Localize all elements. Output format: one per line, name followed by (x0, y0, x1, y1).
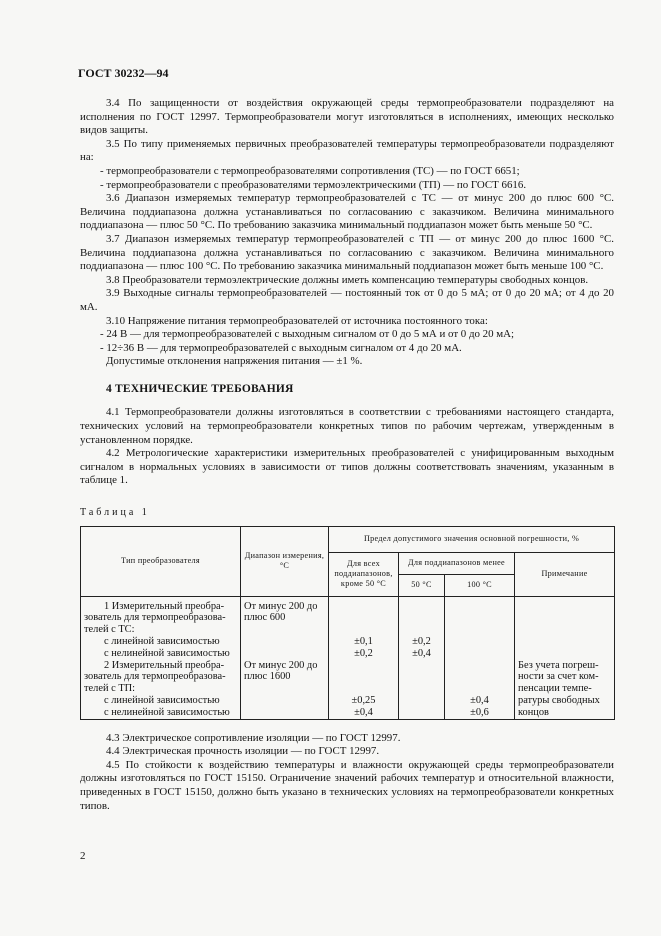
page-number: 2 (80, 850, 86, 862)
header-all-subranges: Для всех поддиапазонов, кроме 50 °С (329, 552, 399, 596)
paragraph: 3.5 По типу применяемых первичных преобразователей температуры термопреобразователи подразделяют на: (80, 137, 614, 164)
table-1 (80, 526, 615, 720)
table-row (81, 596, 615, 719)
list-item: - 24 В — для термопреобразователей с выходным сигналом от 0 до 5 мА и от 0 до 20 мА; (80, 328, 614, 342)
paragraph: 3.7 Диапазон измеряемых температур термопреобразователей с ТП — от минус 200 до плюс 1600 °С. Величина поддиапазона должна устанавливаться по согласованию с заказчиком. Величина минимального поддиапазона — плюс 100 °С. По требованию заказчика минимальный поддиапазон может быть меньше 100 °С. (80, 232, 614, 273)
cell-all-subranges: ±0,1 ±0,2 ±0,25 ±0,4 (329, 596, 399, 719)
list-item: - 12÷36 В — для термопреобразователей с выходным сигналом от 4 до 20 мА. (80, 342, 614, 356)
paragraph: 3.9 Выходные сигналы термопреобразователей — постоянный ток от 0 до 5 мА; от 0 до 20 мА; от 4 до 20 мА. (80, 287, 614, 313)
document-header: ГОСТ 30232—94 (78, 66, 169, 80)
cell-range: От минус 200 до плюс 600 От минус 200 до плюс 1600 (241, 596, 329, 719)
paragraph: 4.2 Метрологические характеристики измерительных преобразователей с унифицированным выходным сигналом в нормальных условиях в зависимости от типов должны соответствовать значениям, указанным в таблице 1. (80, 447, 614, 487)
list-item: - термопреобразователи с термопреобразователями сопротивления (ТС) — по ГОСТ 6651; (80, 165, 614, 179)
paragraph: 4.3 Электрическое сопротивление изоляции — по ГОСТ 12997. (106, 731, 401, 744)
cell-50: ±0,2 ±0,4 (399, 596, 445, 719)
cell-note: Без учета погреш- ности за счет ком- пенсации темпе- ратуры свободных концов (515, 596, 615, 719)
header-subranges-less: Для поддиапазонов менее (399, 552, 515, 574)
document-body (80, 97, 614, 813)
header-range: Диапазон измерения, °С (241, 526, 329, 596)
header-note: Примечание (515, 552, 615, 596)
cell-type: 1 Измерительный преобра- зователь для термопреобразова- телей с ТС: с линейной зависимостью с нелинейной зависимостью 2 Измерительный преобра- зователь для термопреобразова- телей с ТП: с линейной зависимостью с нелинейной зависимостью (81, 596, 241, 719)
section-title: 4 ТЕХНИЧЕСКИЕ ТРЕБОВАНИЯ (106, 382, 294, 395)
section-4-bottom-paragraphs (80, 732, 614, 814)
paragraph: Допустимые отклонения напряжения питания — ±1 %. (106, 355, 363, 368)
paragraph: 3.4 По защищенности от воздействия окружающей среды термопреобразователи подразделяют на исполнения по ГОСТ 12997. Термопреобразователи могут изготовляться в исполнениях, имеющих несколько видов защиты. (80, 97, 614, 137)
paragraph: 3.10 Напряжение питания термопреобразователей от источника постоянного тока: (106, 314, 488, 327)
table-caption: Таблица 1 (80, 507, 150, 519)
section-4-intro-paragraphs (80, 406, 614, 488)
paragraph: 4.4 Электрическая прочность изоляции — по ГОСТ 12997. (106, 745, 380, 758)
paragraph: 4.5 По стойкости к воздействию температуры и влажности окружающей среды термопреобразователи должны изготовляться по ГОСТ 15150. Ограничение значений рабочих температур и относительной влажности, приведенных в ГОСТ 15150, должно быть указано в технических условиях на термопреобразователи конкретных типов. (80, 758, 614, 812)
list-item: - термопреобразователи с преобразователями термоэлектрическими (ТП) — по ГОСТ 6616. (80, 179, 614, 193)
header-50: 50 °С (399, 574, 445, 596)
header-100: 100 °С (445, 574, 515, 596)
header-limit: Предел допустимого значения основной погрешности, % (329, 526, 615, 552)
paragraph: 3.8 Преобразователи термоэлектрические должны иметь компенсацию температуры свободных концов. (106, 273, 589, 286)
paragraph: 4.1 Термопреобразователи должны изготовляться в соответствии с требованиями настоящего стандарта, технических условий на термопреобразователи конкретных типов по рабочим чертежам, утвержденным в установленном порядке. (80, 406, 614, 446)
cell-100: ±0,4 ±0,6 (445, 596, 515, 719)
section-3-paragraphs (80, 97, 614, 369)
paragraph: 3.6 Диапазон измеряемых температур термопреобразователей с ТС — от минус 200 до плюс 600 °С. Величина поддиапазона должна устанавливаться по согласованию с заказчиком. Величина минимального поддиапазона — плюс 50 °С. По требованию заказчика минимальный поддиапазон может быть меньше 50 °С. (80, 192, 614, 232)
header-type: Тип преобразователя (81, 526, 241, 596)
